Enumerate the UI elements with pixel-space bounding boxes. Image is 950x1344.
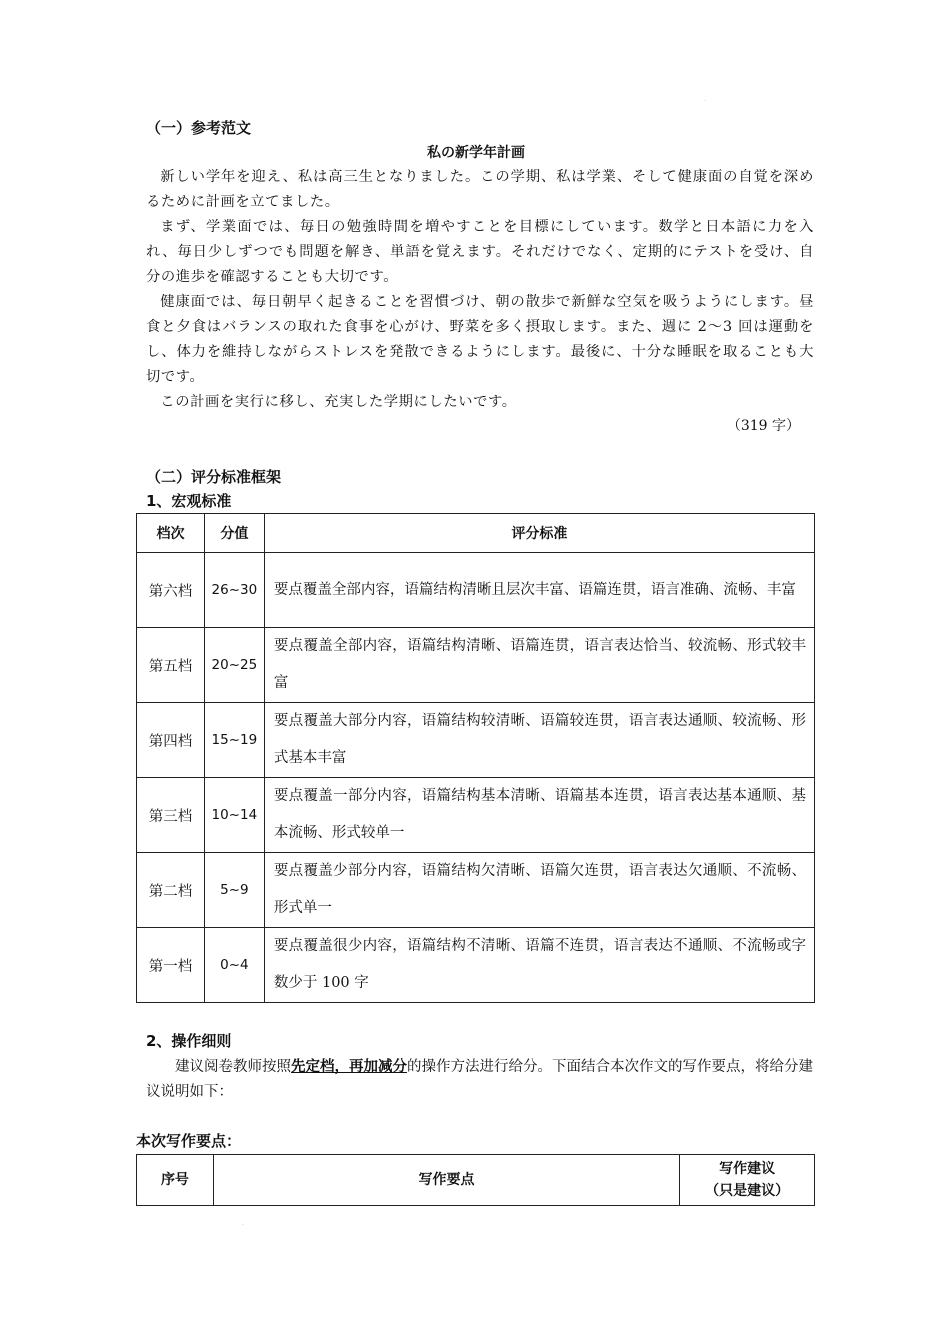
points-header-row xyxy=(137,1155,815,1206)
score-column-header: 分值 xyxy=(204,514,264,553)
score-cell: 15~19 xyxy=(204,703,264,778)
score-cell: 26~30 xyxy=(204,553,264,628)
rubric-header-row xyxy=(137,514,815,553)
operation-rules-heading: 2、操作细则 xyxy=(146,1032,232,1050)
level-cell: 第五档 xyxy=(137,628,205,703)
table-row xyxy=(137,703,815,778)
page-dot-marker: · xyxy=(242,1222,244,1229)
criteria-cell: 要点覆盖一部分内容，语篇结构基本清晰、语篇基本连贯，语言表达基本通顺、基本流畅、形式较单一 xyxy=(264,778,814,853)
advice-header-line1: 写作建议 xyxy=(719,1161,776,1177)
macro-standard-heading: 1、宏观标准 xyxy=(146,492,232,510)
score-cell: 0~4 xyxy=(204,928,264,1003)
criteria-cell: 要点覆盖少部分内容，语篇结构欠清晰、语篇欠连贯，语言表达欠通顺、不流畅、形式单一 xyxy=(264,853,814,928)
table-row xyxy=(137,628,815,703)
writing-points-table xyxy=(136,1154,815,1206)
criteria-cell: 要点覆盖全部内容，语篇结构清晰、语篇连贯，语言表达恰当、较流畅、形式较丰富 xyxy=(264,628,814,703)
level-cell: 第六档 xyxy=(137,553,205,628)
level-cell: 第二档 xyxy=(137,853,205,928)
essay-paragraph: 新しい学年を迎え、私は高三生となりました。この学期、私は学業、そして健康面の自覚を深めるために計画を立てました。 xyxy=(146,169,814,210)
essay-paragraph: まず、学業面では、毎日の勉強時間を増やすことを目標にしています。数学と日本語に力を入れ、毎日少しずつでも問題を解き、単語を覚えます。それだけでなく、定期的にテストを受け、自分の進歩を確認することも大切です。 xyxy=(146,219,814,285)
level-cell: 第一档 xyxy=(137,928,205,1003)
essay-body xyxy=(146,165,814,415)
level-column-header: 档次 xyxy=(137,514,205,553)
criteria-cell: 要点覆盖全部内容，语篇结构清晰且层次丰富、语篇连贯，语言准确、流畅、丰富 xyxy=(264,553,814,628)
essay-title: 私の新学年計画 xyxy=(427,145,525,161)
section-two-heading: （二）评分标准框架 xyxy=(146,468,282,486)
page-dot-marker: · xyxy=(704,98,706,105)
essay-paragraph: 健康面では、毎日朝早く起きることを習慣づけ、朝の散歩で新鮮な空気を吸うようにします。昼食と夕食はバランスの取れた食事を心がけ、野菜を多く摂取します。また、週に 2～3 回は運動をし、体力を維持しながらストレスを発散できるようにします。最後に、十分な睡眠を取ることも大切です。 xyxy=(146,294,814,385)
operation-rules-text xyxy=(146,1055,814,1105)
number-column-header: 序号 xyxy=(137,1155,214,1206)
essay-paragraph: この計画を実行に移し、充実した学期にしたいです。 xyxy=(160,394,517,410)
writing-points-heading: 本次写作要点： xyxy=(136,1132,242,1150)
operation-emphasis: 先定档，再加减分 xyxy=(291,1059,407,1075)
advice-column-header xyxy=(680,1155,815,1206)
criteria-column-header: 评分标准 xyxy=(264,514,814,553)
operation-text-before: 建议阅卷教师按照 xyxy=(175,1059,291,1075)
point-column-header: 写作要点 xyxy=(213,1155,679,1206)
score-cell: 5~9 xyxy=(204,853,264,928)
level-cell: 第四档 xyxy=(137,703,205,778)
table-row xyxy=(137,853,815,928)
score-cell: 10~14 xyxy=(204,778,264,853)
criteria-cell: 要点覆盖大部分内容，语篇结构较清晰、语篇较连贯，语言表达通顺、较流畅、形式基本丰富 xyxy=(264,703,814,778)
criteria-cell: 要点覆盖很少内容，语篇结构不清晰、语篇不连贯，语言表达不通顺、不流畅或字数少于 100 字 xyxy=(264,928,814,1003)
section-one-heading: （一）参考范文 xyxy=(146,119,252,137)
rubric-table xyxy=(136,513,815,1003)
table-row xyxy=(137,778,815,853)
advice-header-line2: （只是建议） xyxy=(705,1183,790,1199)
table-row xyxy=(137,928,815,1003)
operation-text-after: 的操作方法进行给分。下面结合本次作文的写作要点，将给分建议说明如下： xyxy=(146,1059,813,1100)
level-cell: 第三档 xyxy=(137,778,205,853)
table-row xyxy=(137,553,815,628)
word-count: （319 字） xyxy=(726,418,800,434)
score-cell: 20~25 xyxy=(204,628,264,703)
